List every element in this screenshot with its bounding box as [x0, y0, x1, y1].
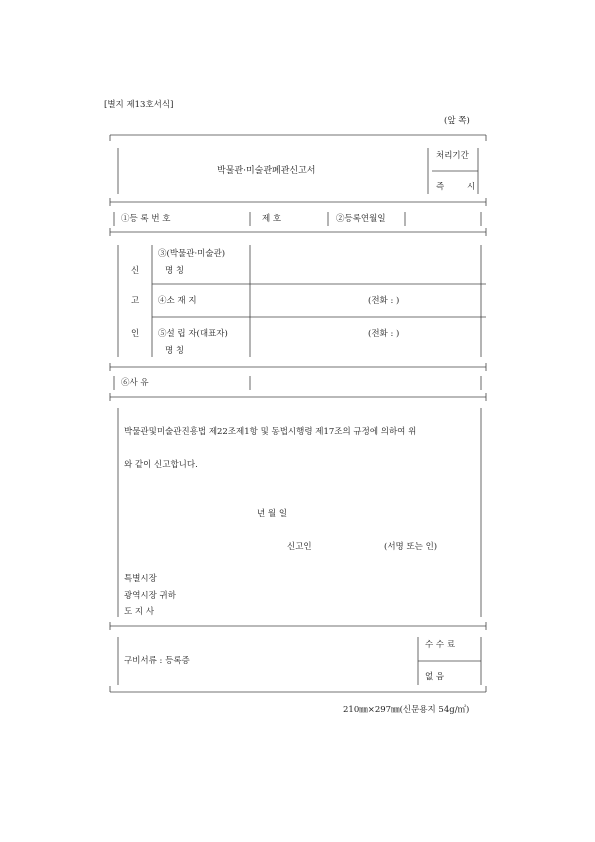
recipient-line-1: 특별시장: [124, 574, 157, 584]
applicant-char-3: 인: [131, 329, 140, 339]
processing-period-value-2: 시: [467, 182, 476, 192]
founder-label-line1: ⑤설 립 자(대표자): [158, 329, 228, 339]
location-phone: (전화 : ): [368, 296, 400, 306]
location-label: ④소 재 지: [158, 296, 197, 306]
statement-line-2: 와 같이 신고합니다.: [124, 460, 198, 470]
applicant-char-1: 신: [131, 266, 140, 276]
founder-phone: (전화 : ): [368, 329, 400, 339]
registration-number-suffix: 제 호: [262, 214, 282, 224]
form-title: 박물관·미술관폐관신고서: [217, 166, 316, 176]
side-label: (앞 쪽): [444, 116, 470, 126]
declarant-label: 신고인: [287, 542, 312, 552]
applicant-char-2: 고: [131, 296, 140, 306]
paper-spec: 210㎜×297㎜(신문용지 54g/㎡): [343, 705, 470, 715]
fee-label: 수 수 료: [425, 640, 456, 650]
date-line: 년 월 일: [257, 509, 288, 519]
museum-name-label-line1: ③(박물관·미술관): [158, 249, 226, 259]
recipient-line-3: 도 지 사: [124, 607, 155, 617]
signature-label: (서명 또는 인): [384, 542, 438, 552]
processing-period-value-1: 즉: [436, 182, 445, 192]
fee-value: 없 음: [425, 672, 445, 682]
museum-name-label-line2: 명 칭: [165, 266, 185, 276]
documents-label: 구비서류 : 등록증: [124, 656, 190, 666]
registration-date-label: ②등록연월일: [336, 214, 386, 224]
processing-period-label: 처리기간: [436, 151, 469, 161]
founder-label-line2: 명 칭: [165, 346, 185, 356]
recipient-line-2: 광역시장 귀하: [124, 591, 176, 601]
registration-number-label: ①등 록 번 호: [121, 214, 171, 224]
form-number-label: [별지 제13호서식]: [104, 100, 174, 110]
statement-line-1: 박물관및미술관진흥법 제22조제1항 및 동법시행령 제17조의 규정에 의하여 위: [124, 427, 417, 437]
reason-label: ⑥사 유: [121, 378, 149, 388]
